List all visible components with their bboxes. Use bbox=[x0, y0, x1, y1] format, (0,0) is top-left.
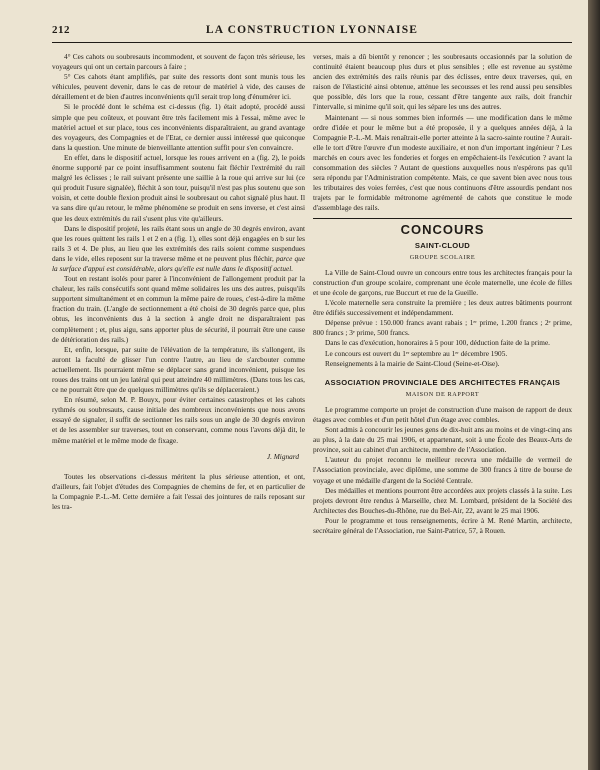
section-divider bbox=[313, 218, 572, 219]
page-number: 212 bbox=[52, 24, 70, 36]
scan-edge bbox=[588, 0, 600, 770]
paragraph: L'auteur du projet reconnu le meilleur recevra une médaille de vermeil de l'Association provinciale, avec diplôme, une somme de 300 francs à titre de bourse de voyage et une médaille d'argent de la Société Centrale. bbox=[313, 455, 572, 485]
paragraph: Des médailles et mentions pourront être accordées aux projets classés à la suite. Les projets devront être rendus à Marseille, chez M. Lombard, président de la Société des Architectes des Bouches-du-Rhône, rue du Bel-Air, 22, avant le 25 mai 1906. bbox=[313, 485, 572, 515]
author-signature: J. Mignard bbox=[266, 451, 299, 461]
paragraph: Toutes les observations ci-dessus méritent la plus sérieuse attention, et ont, d'ailleurs, fait l'objet d'études des Compagnies de chemins de fer, et en particulier de la Compagnie P.-L.-M. Cette dernière a fait l'essai des jointures de rails reposant sur les tra- bbox=[52, 471, 305, 512]
competition-subtitle: GROUPE SCOLAIRE bbox=[409, 253, 476, 261]
page-header bbox=[52, 22, 572, 43]
paragraph: En effet, dans le dispositif actuel, lorsque les roues arrivent en a (fig. 2), le poids énorme supporté par ce point insuffisamment soutenu fait fléchir l'extrémité du rail malgré les éclisses ; le rail suivant présente une saillie à la roue qui arrive sur lui (ce qui produit l'usure signalée), fléchit à son tour, puisqu'il n'est pas plus soutenu que son voisin, et cette double flexion produit ainsi le soubresaut ou cahot signalé plus haut. Il va sans dire qu'au retour, le même phénomène se produit en sens inverse, et c'est ainsi que les deux extrémités du rail s'usent plus vite qu'ailleurs. bbox=[52, 152, 305, 223]
paragraph: Dans le cas d'exécution, honoraires à 5 pour 100, déduction faite de la prime. bbox=[325, 338, 551, 348]
section-heading-concours: CONCOURS bbox=[400, 221, 485, 237]
paragraph: Dépense prévue : 150.000 francs avant rabais ; 1ᵉʳ prime, 1.200 francs ; 2ᵉ prime, 800 francs ; 3ᵉ prime, 500 francs. bbox=[313, 318, 572, 338]
paragraph: 5° Ces cahots étant amplifiés, par suite des ressorts dont sont munis tous les véhicules, peuvent devenir, dans le cas de retour de matériel à vide, des causes de déraillement et de bien d'autres inconvénients qu'il serait trop long d'énumérer ici. bbox=[52, 72, 305, 102]
paragraph: 4° Ces cahots ou soubresauts incommodent, et souvent de façon très sérieuse, les voyageurs qui ont un certain parcours à faire ; bbox=[52, 52, 305, 72]
paragraph-text: Dans le dispositif projeté, les rails étant sous un angle de 30 degrés environ, avant que les roues quittent les rails 1 et 2 en a (fig. 1), elles sont déjà engagées en b sur les rails 3 et 4. De plus, au lieu que les extrémités des rails soient comme suspendues dans le vide, elles reposent sur la traverse même et ne peuvent plus fléchir, bbox=[52, 223, 305, 263]
paragraph: Pour le programme et tous renseignements, écrire à M. René Martin, architecte, secrétaire général de l'Association, rue Saint-Patrice, 57, à Rouen. bbox=[313, 515, 572, 536]
paragraph bbox=[52, 224, 305, 274]
paragraph: Maintenant — si nous sommes bien informés — une modification dans le même ordre d'idée et pour le même but a été proposée, il y a quelques années déjà, à la Compagnie P.-L.-M. Mais renaîtrait-elle porter atteinte à la sacro-sainte routine ? Aurait-elle le tort d'être l'œuvre d'un modeste auxiliaire, et non d'un important ingénieur ? Les marchés en cours avec les fonderies et forges en empêchaient-ils l'exécution ? avant la consommation des siècles ? Autant de questions auxquelles nous n'espérons pas qu'il sera répondu par l'Administration compétente. Mais, ce que savent bien avec nous tous les tributaires des voies ferrées, c'est que nous continuons d'être assourdis pendant nos trajets par le formidable métronome agrémenté de cahots que constitue le mode d'assemblage des rails. bbox=[313, 112, 572, 213]
paragraph: Sont admis à concourir les jeunes gens de dix-huit ans au moins et de vingt-cinq ans au plus, à la date du 25 mai 1906, et appartenant, soit à une École des Beaux-Arts de province, soit au cabinet d'un architecte, membre de l'Association. bbox=[313, 425, 572, 455]
paragraph: En résumé, selon M. P. Bouyx, pour éviter certaines catastrophes et les cahots rythmés ou soubresauts, cause initiale des nombreux inconvénients que nous avons essayé de signaler, il suffit de sectionner les rails sous un angle de 30 degrés environ et de les assembler sur traverses, tout en conservant, comme nous l'avons déjà dit, le même matériel et le même mode de fixage. bbox=[52, 395, 305, 445]
paragraph: Renseignements à la mairie de Saint-Cloud (Seine-et-Oise). bbox=[325, 358, 500, 368]
competition-subtitle: MAISON DE RAPPORT bbox=[405, 390, 480, 398]
competition-title: ASSOCIATION PROVINCIALE DES ARCHITECTES FRANÇAIS bbox=[324, 377, 561, 387]
paragraph: Et, enfin, lorsque, par suite de l'élévation de la température, ils s'allongent, ils auront la faculté de glisser l'un contre l'autre, au lieu de s'arcbouter comme actuellement. Ils pourraient même se déplacer sans grand inconvénient, puisque les roues des trains ont un jeu latéral qui peut atteindre 40 millimètres. (Dans tous les cas, ce ne pourrait être que de quelques millimètres qu'ils se déplaceraient.) bbox=[52, 344, 305, 395]
competition-title: SAINT-CLOUD bbox=[414, 240, 471, 250]
paragraph: Le concours est ouvert du 1ᵉʳ septembre au 1ᵉʳ décembre 1905. bbox=[325, 348, 508, 358]
paragraph: Si le procédé dont le schéma est ci-dessus (fig. 1) était adopté, procédé aussi simple que peu coûteux, et pouvant être très facilement mis à l'essai, même avec le matériel actuel et sur place, tous ces inconvénients disparaîtraient, au grand avantage des voyageurs, des Compagnies et de l'Etat, ce dernier aussi intéressé que quiconque dans la question. Une minute de bienveillante attention suffit pour s'en convaincre. bbox=[52, 102, 305, 152]
journal-title: LA CONSTRUCTION LYONNAISE bbox=[205, 24, 419, 36]
paragraph: verses, mais a dû bientôt y renoncer ; les soubresauts occasionnés par la solution de continuité étaient beaucoup plus durs et plus sensibles ; elle est revenue au système ancien des extrémités des rails réunis par des éclisses, entre deux traverses, qui, en raison de l'élasticité ainsi obtenue, atténue les secousses et les rend aussi peu sensibles que possible, dès lors que la roue, cessant d'être tangente aux rails, doit franchir l'intervalle, si minime qu'il soit, qui les sépare les uns des autres. bbox=[313, 52, 572, 112]
left-column bbox=[52, 52, 305, 512]
paragraph: L'école maternelle sera construite la première ; les deux autres bâtiments pourront être édifiés successivement et indépendamment. bbox=[313, 298, 572, 318]
right-column bbox=[313, 52, 572, 536]
paragraph: Le programme comporte un projet de construction d'une maison de rapport de deux étages avec combles et d'un petit hôtel d'un étage avec combles. bbox=[313, 404, 572, 424]
paragraph: Tout en restant isolés pour parer à l'inconvénient de l'allongement produit par la chaleur, les rails consécutifs sont quand même solidaires les uns des autres, puisqu'ils supportent simultanément et en commun la même paire de roues, c'est-à-dire la même fraction du train. (L'angle de sectionnement a été choisi de 30 degrés parce que, plus obtus, les inconvénients dus à la section à angle droit ne disparaîtraient pas complètement ; et, plus aigu, sans apporter plus de sécurité, il pourrait être une cause de détérioration des rails.) bbox=[52, 274, 305, 344]
italic-emphasis: parce que la surface d'appui est considérable, alors qu'elle est nulle dans le dispositif actuel. bbox=[52, 253, 306, 273]
paragraph: La Ville de Saint-Cloud ouvre un concours entre tous les architectes français pour la construction d'un groupe scolaire, comprenant une école maternelle, une école de filles et une école de garçons, rue Buccurt et rue de la Gueille. bbox=[313, 267, 572, 297]
